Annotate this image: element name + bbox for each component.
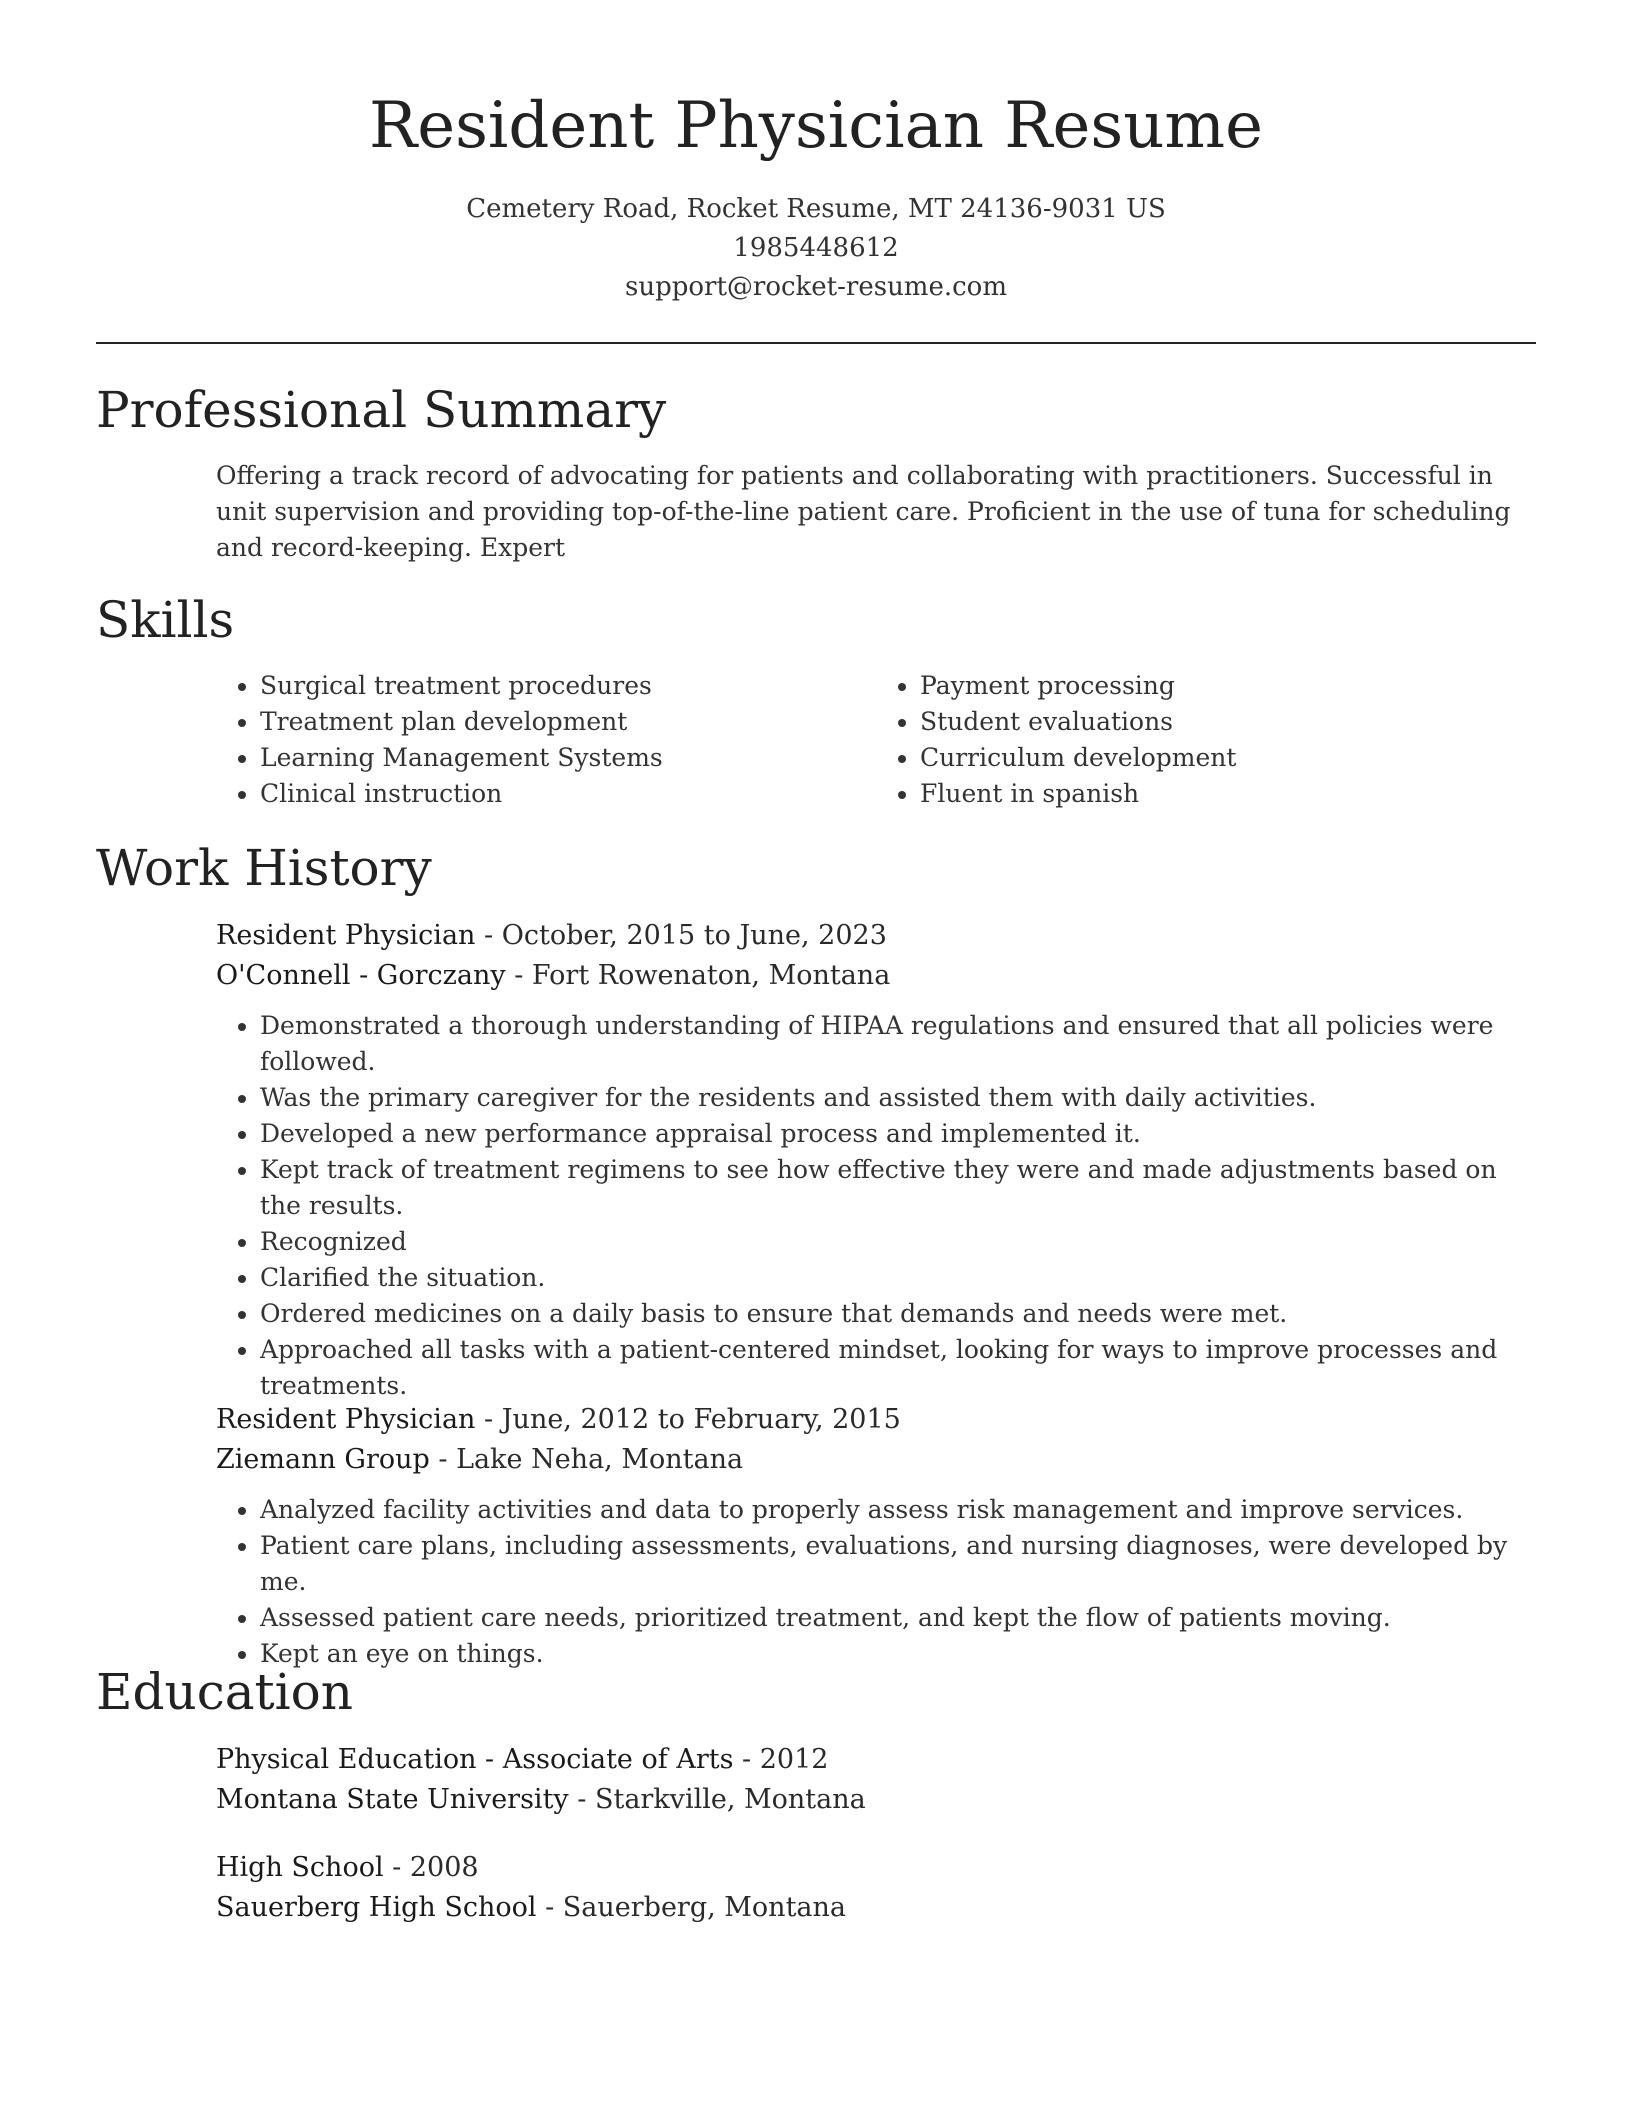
skill-item: • Treatment plan development [260,704,876,740]
job-bullet: • Recognized [260,1224,1536,1260]
job-bullet: • Was the primary caregiver for the residents and assisted them with daily activities. [260,1080,1536,1116]
job-company-line [216,956,1536,996]
summary-heading: Professional Summary [96,381,667,439]
skills-column-right [876,668,1536,812]
skill-item: • Student evaluations [920,704,1536,740]
skill-item: • Learning Management Systems [260,740,876,776]
education-location: - Starkville, Montana [568,1784,866,1815]
job-dates: - October, 2015 to June, 2023 [475,920,887,951]
job-entry [216,1400,1536,1672]
job-bullet: • Clarified the situation. [260,1260,1536,1296]
education-degree: High School [216,1852,384,1883]
education-school-line [216,1780,1536,1820]
education-school: Sauerberg High School [216,1892,537,1923]
contact-info [0,190,1632,307]
job-bullets [216,1492,1536,1672]
resume-header [0,0,1632,307]
job-bullet: • Patient care plans, including assessments, evaluations, and nursing diagnoses, were developed by me. [260,1528,1536,1600]
education-year: - 2012 [733,1744,829,1775]
job-bullet: • Kept track of treatment regimens to see how effective they were and made adjustments based on the results. [260,1152,1536,1224]
education-location: - Sauerberg, Montana [536,1892,846,1923]
address: Cemetery Road, Rocket Resume, MT 24136-9031 US [466,194,1166,224]
summary-text: Offering a track record of advocating for patients and collaborating with practitioners. Successful in unit supervision and providing top-of-the-line patient care. Proficient in the use of tuna for scheduling and record-keeping. Expert [216,461,1511,562]
header-divider [96,342,1536,344]
skill-item: • Clinical instruction [260,776,876,812]
job-location: - Lake Neha, Montana [429,1444,744,1475]
skills-list [216,668,1536,812]
education-heading: Education [96,1663,353,1721]
phone: 1985448612 [733,233,899,263]
skill-item: • Curriculum development [920,740,1536,776]
job-bullet: • Ordered medicines on a daily basis to ensure that demands and needs were met. [260,1296,1536,1332]
education-year: - 2008 [383,1852,479,1883]
job-bullet: • Analyzed facility activities and data to properly assess risk management and improve services. [260,1492,1536,1528]
skills-column-left [216,668,876,812]
job-bullet: • Developed a new performance appraisal process and implemented it. [260,1116,1536,1152]
skills-heading: Skills [96,591,235,649]
job-bullet: • Demonstrated a thorough understanding of HIPAA regulations and ensured that all policies were followed. [260,1008,1536,1080]
resume-title: Resident Physician Resume [369,89,1263,163]
job-bullets [216,1008,1536,1404]
skill-item: • Surgical treatment procedures [260,668,876,704]
education-school: Montana State University [216,1784,569,1815]
skill-item: • Fluent in spanish [920,776,1536,812]
education-degree-line [216,1740,1536,1780]
job-bullet: • Approached all tasks with a patient-centered mindset, looking for ways to improve processes and treatments. [260,1332,1536,1404]
job-bullet: • Assessed patient care needs, prioritized treatment, and kept the flow of patients moving. [260,1600,1536,1636]
job-title-line [216,916,1536,956]
email: support@rocket-resume.com [624,272,1007,302]
job-bullet: • Kept an eye on things. [260,1636,1536,1672]
job-entry [216,916,1536,1404]
education-school-line [216,1888,1536,1928]
work-history-heading: Work History [96,839,432,897]
job-company: O'Connell - Gorczany [216,960,506,991]
education-degree-line [216,1848,1536,1888]
education-entry [216,1848,1536,1928]
education-degree: Physical Education - Associate of Arts [216,1744,734,1775]
skill-item: • Payment processing [920,668,1536,704]
job-title-line [216,1400,1536,1440]
job-role: Resident Physician [216,920,476,951]
job-role: Resident Physician [216,1404,476,1435]
job-company-line [216,1440,1536,1480]
job-company: Ziemann Group [216,1444,430,1475]
education-entry [216,1740,1536,1820]
job-dates: - June, 2012 to February, 2015 [475,1404,901,1435]
job-location: - Fort Rowenaton, Montana [505,960,891,991]
